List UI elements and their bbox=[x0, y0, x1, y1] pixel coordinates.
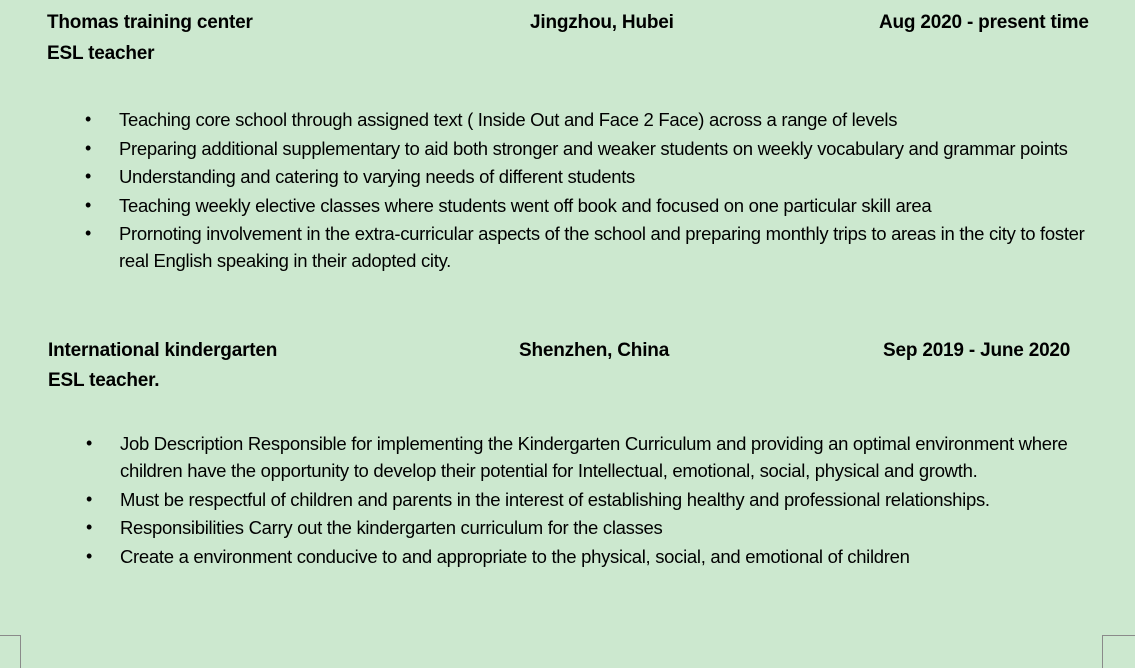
list-item bbox=[86, 486, 1090, 513]
bullet-icon: • bbox=[86, 517, 93, 537]
duties-list-1 bbox=[85, 106, 1109, 276]
employer-name: Thomas training center bbox=[47, 12, 253, 33]
bullet-icon: • bbox=[85, 109, 92, 129]
duty-text: Teaching core school through assigned text ( Inside Out and Face 2 Face) across a range of levels bbox=[119, 109, 898, 130]
duty-text: Must be respectful of children and parents in the interest of establishing healthy and professional relationships. bbox=[120, 488, 990, 510]
list-item bbox=[85, 135, 1109, 162]
job-header-2 bbox=[0, 340, 1135, 366]
list-item bbox=[85, 163, 1109, 190]
employer-name: International kindergarten bbox=[48, 340, 278, 361]
duty-text: Preparing additional supplementary to aid both stronger and weaker students on weekly vocabulary and grammar points bbox=[119, 137, 1068, 159]
duty-text: Understanding and catering to varying needs of different students bbox=[119, 166, 635, 187]
job-dates: Sep 2019 - June 2020 bbox=[883, 340, 1071, 361]
duty-text: Job Description Responsible for implementing the Kindergarten Curriculum and providing an optimal environment where children have the opportunity to develop their potential for Intellectual, emotional, social, physical and growth. bbox=[120, 433, 1068, 481]
bullet-icon: • bbox=[86, 488, 93, 509]
list-item bbox=[85, 192, 1109, 219]
job-role: ESL teacher. bbox=[48, 370, 160, 391]
job-role: ESL teacher bbox=[47, 43, 155, 64]
job-location: Jingzhou, Hubei bbox=[530, 12, 674, 33]
list-item bbox=[85, 106, 1109, 133]
bullet-icon: • bbox=[85, 137, 92, 158]
page-corner-marker-left bbox=[0, 635, 21, 668]
bullet-icon: • bbox=[86, 545, 93, 566]
duty-text: Responsibilities Carry out the kindergarten curriculum for the classes bbox=[120, 517, 663, 538]
list-item bbox=[86, 430, 1090, 484]
duty-text: Create a environment conducive to and appropriate to the physical, social, and emotional of children bbox=[120, 545, 910, 567]
bullet-icon: • bbox=[85, 223, 92, 243]
bullet-icon: • bbox=[85, 194, 92, 215]
duty-text: Teaching weekly elective classes where students went off book and focused on one particular skill area bbox=[119, 194, 932, 216]
list-item bbox=[86, 514, 1090, 541]
job-dates: Aug 2020 - present time bbox=[879, 12, 1089, 33]
duties-list-2 bbox=[86, 430, 1090, 571]
page-corner-marker-right bbox=[1102, 635, 1135, 668]
duty-text: Prornoting involvement in the extra-curricular aspects of the school and preparing monthly trips to areas in the city to foster real English speaking in their adopted city. bbox=[119, 223, 1085, 271]
bullet-icon: • bbox=[86, 433, 93, 453]
list-item bbox=[85, 220, 1109, 274]
bullet-icon: • bbox=[85, 166, 92, 186]
job-header-1 bbox=[0, 12, 1135, 38]
list-item bbox=[86, 543, 1090, 570]
job-location: Shenzhen, China bbox=[519, 340, 670, 361]
